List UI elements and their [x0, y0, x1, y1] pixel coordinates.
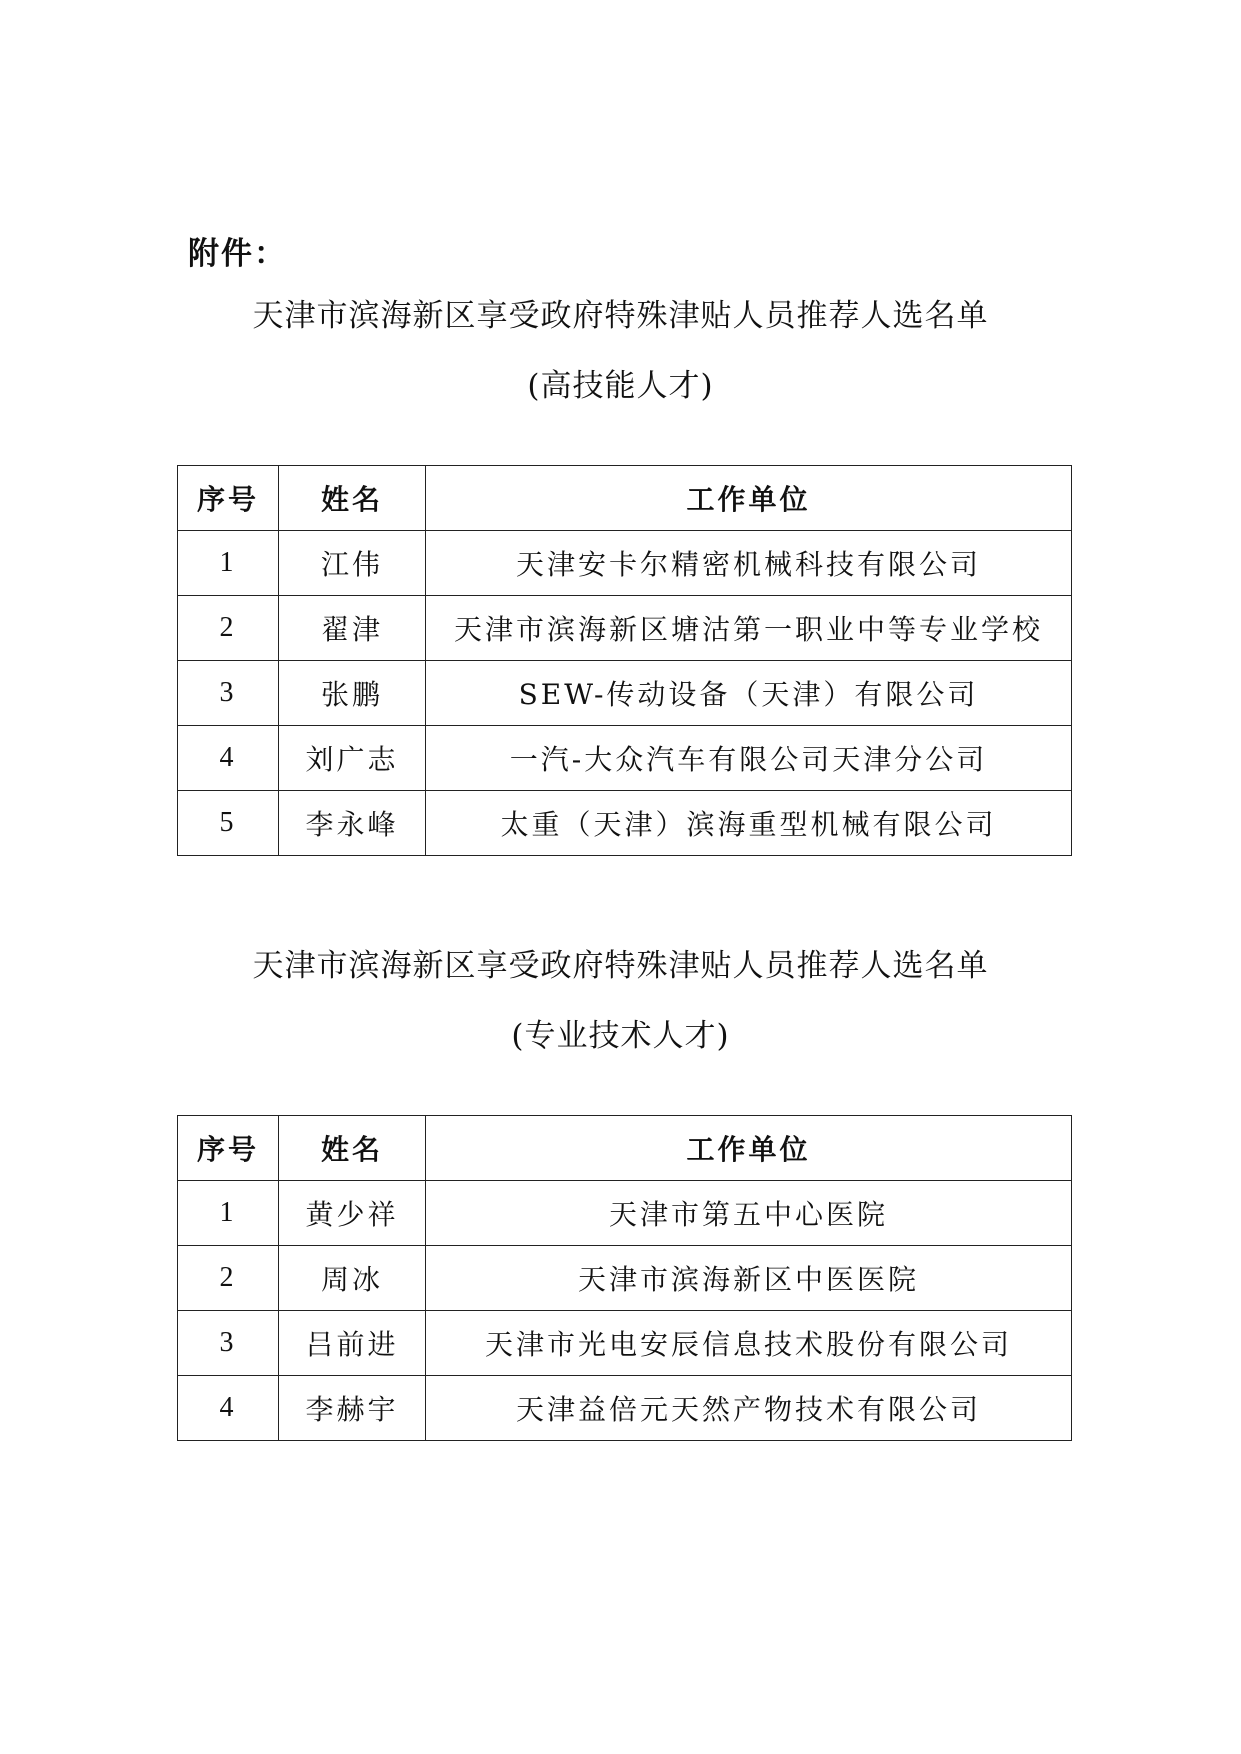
header-serial-no: 序号: [178, 466, 279, 531]
work-unit-cell: 一汽-大众汽车有限公司天津分公司: [426, 726, 1072, 791]
section2-subtitle: (专业技术人才): [511, 1018, 730, 1054]
header-name: 姓名: [279, 1116, 426, 1181]
table-row: [178, 1181, 1072, 1246]
work-unit-cell: SEW-传动设备（天津）有限公司: [426, 661, 1072, 726]
header-name: 姓名: [279, 466, 426, 531]
work-unit-cell: 太重（天津）滨海重型机械有限公司: [426, 791, 1072, 856]
name-cell: 张鹏: [279, 661, 426, 726]
table-row: [178, 1376, 1072, 1441]
name-cell: 江伟: [279, 531, 426, 596]
work-unit-cell: 天津市滨海新区塘沽第一职业中等专业学校: [426, 596, 1072, 661]
table-row: [178, 596, 1072, 661]
work-unit-cell: 天津安卡尔精密机械科技有限公司: [426, 531, 1072, 596]
table-row: [178, 531, 1072, 596]
table-row: [178, 791, 1072, 856]
name-cell: 刘广志: [279, 726, 426, 791]
serial-no-cell: 3: [178, 661, 279, 726]
serial-no-cell: 3: [178, 1311, 279, 1376]
serial-no-cell: 5: [178, 791, 279, 856]
work-unit-cell: 天津市光电安辰信息技术股份有限公司: [426, 1311, 1072, 1376]
serial-no-cell: 4: [178, 726, 279, 791]
table-row: [178, 661, 1072, 726]
serial-no-cell: 1: [178, 531, 279, 596]
work-unit-cell: 天津益倍元天然产物技术有限公司: [426, 1376, 1072, 1441]
table-header-row: [178, 1116, 1072, 1181]
serial-no-cell: 2: [178, 596, 279, 661]
section1-subtitle: (高技能人才): [527, 368, 714, 404]
name-cell: 李永峰: [279, 791, 426, 856]
serial-no-cell: 1: [178, 1181, 279, 1246]
table-header-row: [178, 466, 1072, 531]
table-row: [178, 726, 1072, 791]
name-cell: 黄少祥: [279, 1181, 426, 1246]
section2-title: 天津市滨海新区享受政府特殊津贴人员推荐人选名单: [252, 948, 989, 984]
serial-no-cell: 4: [178, 1376, 279, 1441]
work-unit-cell: 天津市第五中心医院: [426, 1181, 1072, 1246]
header-serial-no: 序号: [178, 1116, 279, 1181]
table-row: [178, 1246, 1072, 1311]
header-work-unit: 工作单位: [426, 1116, 1072, 1181]
work-unit-cell: 天津市滨海新区中医医院: [426, 1246, 1072, 1311]
table-row: [178, 1311, 1072, 1376]
high-skill-talent-table: [177, 465, 1072, 856]
name-cell: 翟津: [279, 596, 426, 661]
name-cell: 李赫宇: [279, 1376, 426, 1441]
header-work-unit: 工作单位: [426, 466, 1072, 531]
name-cell: 周冰: [279, 1246, 426, 1311]
attachment-label: 附件：: [188, 236, 287, 272]
professional-technical-talent-table: [177, 1115, 1072, 1441]
serial-no-cell: 2: [178, 1246, 279, 1311]
name-cell: 吕前进: [279, 1311, 426, 1376]
section1-title: 天津市滨海新区享受政府特殊津贴人员推荐人选名单: [252, 298, 989, 334]
